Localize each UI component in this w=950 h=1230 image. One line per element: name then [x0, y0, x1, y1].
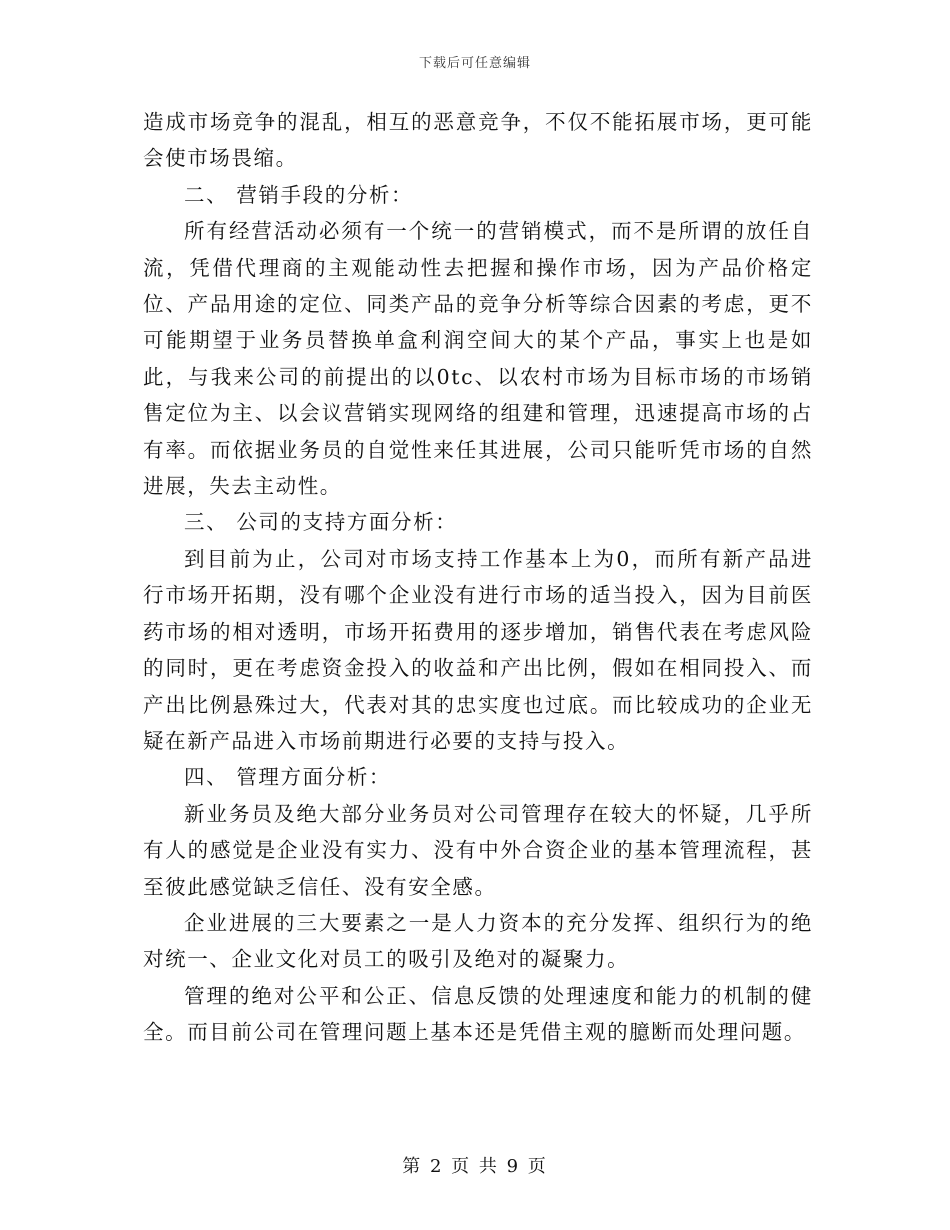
paragraph-marketing: 所有经营活动必须有一个统一的营销模式，而不是所谓的放任自流，凭借代理商的主观能动性去把握和操作市场，因为产品价格定位、产品用途的定位、同类产品的竞争分析等综合因素的考虑，更不可能期望于业务员替换单盒利润空间大的某个产品，事实上也是如此，与我来公司的前提出的以0tc、以农村市场为目标市场的市场销售定位为主、以会议营销实现网络的组建和管理，迅速提高市场的占有率。而依据业务员的自觉性来任其进展，公司只能听凭市场的自然进展，失去主动性。 — [143, 219, 813, 499]
page-header: 下载后可任意编辑 — [418, 56, 531, 71]
section-heading-3: 三、 公司的支持方面分析： — [184, 510, 458, 535]
page-number-footer: 第 2 页 共 9 页 — [402, 1156, 548, 1177]
paragraph-support: 到目前为止，公司对市场支持工作基本上为0，而所有新产品进行市场开拓期，没有哪个企业没有进行市场的适当投入，因为目前医药市场的相对透明，市场开拓费用的逐步增加，销售代表在考虑风险的同时，更在考虑资金投入的收益和产出比例，假如在相同投入、而产出比例悬殊过大，代表对其的忠实度也过底。而比较成功的企业无疑在新产品进入市场前期进行必要的支持与投入。 — [143, 546, 813, 753]
paragraph-management-1: 新业务员及绝大部分业务员对公司管理存在较大的怀疑，几乎所有人的感觉是企业没有实力、没有中外合资企业的基本管理流程，甚至彼此感觉缺乏信任、没有安全感。 — [143, 801, 813, 899]
document-body — [143, 104, 813, 1051]
section-heading-2: 二、 营销手段的分析： — [184, 182, 414, 207]
paragraph-1: 造成市场竞争的混乱，相互的恶意竞争，不仅不能拓展市场，更可能会使市场畏缩。 — [143, 110, 813, 171]
paragraph-management-3: 管理的绝对公平和公正、信息反馈的处理速度和能力的机制的健全。而目前公司在管理问题上基本还是凭借主观的臆断而处理问题。 — [143, 983, 813, 1045]
paragraph-management-2: 企业进展的三大要素之一是人力资本的充分发挥、组织行为的绝对统一、企业文化对员工的吸引及绝对的凝聚力。 — [143, 910, 813, 972]
section-heading-4: 四、 管理方面分析： — [184, 765, 392, 790]
